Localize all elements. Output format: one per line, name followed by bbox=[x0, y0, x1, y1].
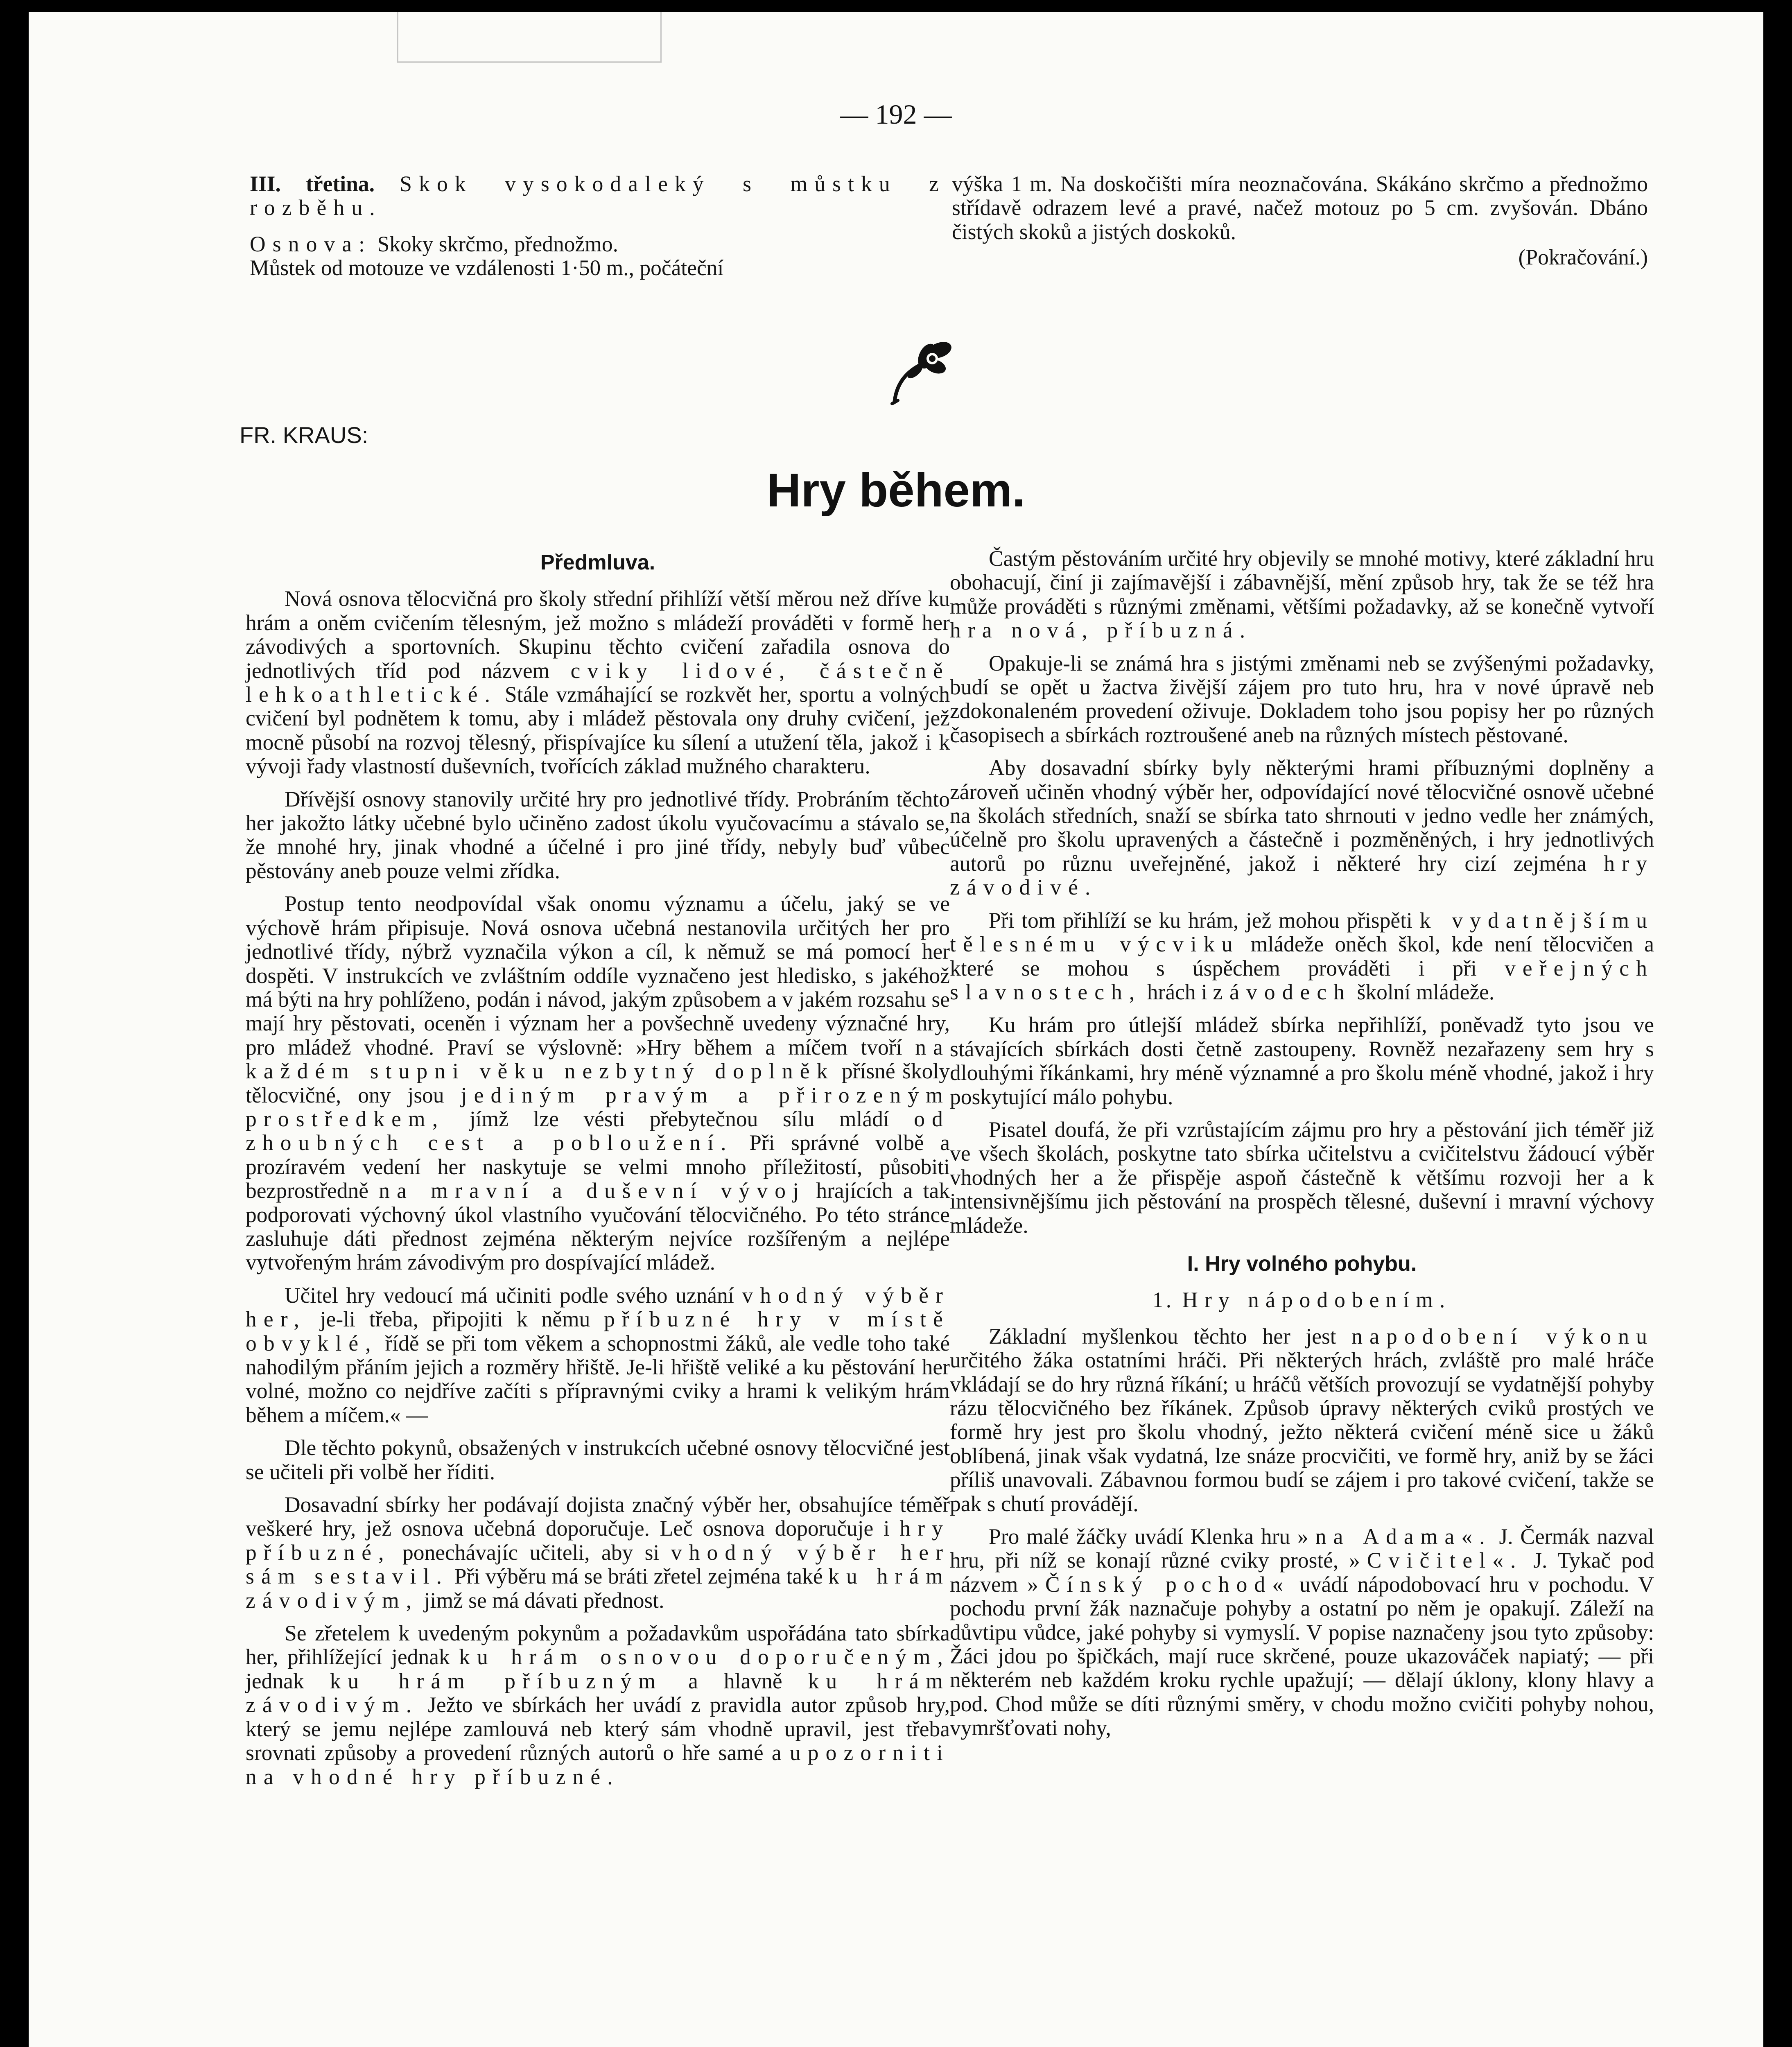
text-run: Postup tento neodpovídal však onomu významu a účelu, jaký se ve výchově hrám připisuje. Nová osnova učebná nestanovila určitých her pro jednotlivé třídy, nýbrž vyznačila výkon a cíl, k němuž se má pomocí her dospěti. V instrukcích ve zvláštním oddíle vyznačeno jest hledisko, s jakéhož má býti na hry pohlíženo, podán i návod, jakým způsobem a v jakém rozsahu se mají hry pěstovati, oceněn i význam her a povšechně uvedeny význačné hry, pro mládež vhodné. Praví se výslovně: »Hry během a míčem tvoří bbox=[246, 891, 950, 1060]
text-run: jednak bbox=[246, 1668, 330, 1693]
text-run: školní mládeže. bbox=[1351, 979, 1495, 1004]
spaced-text: na mravní a duševní vývoj bbox=[379, 1178, 806, 1203]
paragraph: Ku hrám pro útlejší mládež sbírka nepřihlíží, poněvadž tyto jsou ve stávajících sbírkách dosti četně zastoupeny. Rovněž nezařazeny sem hry s dlouhými říkánkami, hry méně významné a pro školu méně vhodné, jakož i hry poskytující málo pohybu. bbox=[950, 1012, 1654, 1109]
text-run: přísné školy tělocvičné, ony jsou bbox=[246, 1059, 950, 1107]
author-name: FR. KRAUS: bbox=[240, 422, 368, 448]
spaced-text: na každém stupni věku nezbytný doplněk bbox=[246, 1035, 950, 1084]
paragraph bbox=[950, 756, 1654, 899]
spaced-text: napodobení výkonu bbox=[1351, 1324, 1654, 1349]
paragraph: Dle těchto pokynů, obsažených v instrukcích učebné osnovy tělocvičné jest se učiteli při volbě her říditi. bbox=[246, 1435, 950, 1484]
mustek-line: Můstek od motouze ve vzdálenosti 1·50 m., počáteční bbox=[250, 255, 724, 280]
text-run: Aby dosavadní sbírky byly některými hrami příbuznými doplněny a zároveň učiněn vhodný výběr her, odpovídající nové tělocvičné osnově učebné na školách středních, snaží se sbírka tato shrnouti v jedno vedle her známých, účelně pro školu upravených a částečně i pozměněných, i hry jednotlivých autorů po různu uveřejněné, jakož i některé hry cizí zejména bbox=[950, 755, 1654, 876]
paragraph: Opakuje-li se známá hra s jistými změnami neb se zvýšenými požadavky, budí se opět u žactva živější zájem pro tuto hru, hra v nové úpravě neb zdokonaleném provedení oživuje. Dokladem toho jsou popisy her po různých časopisech a sbírkách roztroušené aneb na různých místech pěstované. bbox=[950, 651, 1654, 747]
text-run: Dosavadní sbírky her podávají dojista značný výběr her, obsahujíce téměř veškeré hry, jež osnova učebná doporučuje. Leč osnova doporučuje i bbox=[246, 1492, 950, 1541]
spaced-text: hry závodivé. bbox=[950, 851, 1654, 900]
article-title: Hry během. bbox=[766, 463, 1026, 517]
text-run: J. Čermák nazval hru, při níž se konají různé cviky prosté, bbox=[950, 1524, 1654, 1573]
paragraph bbox=[246, 1493, 950, 1612]
text-run: Při výběru má se bráti zřetel zejména také bbox=[449, 1564, 829, 1589]
spaced-text: vhodný výběr her sám sestavil. bbox=[246, 1540, 950, 1589]
subsection-number: 1. bbox=[1152, 1288, 1174, 1313]
text-run: Stále vzmáhající se rozkvět her, sportu a volných cvičení byl podnětem k tomu, aby i mládež pěstovala ony druhy cvičení, jež mocně působí na rozvoj tělesný, přispívajíce ku sílení a utužení těla, jakož i k vývoji řady vlastností duševních, tvořících základ mužného charakteru. bbox=[246, 682, 950, 779]
text-run: Při správné volbě a prozíravém vedení her naskytuje se velmi mnoho příležitostí, působiti bezprostředně bbox=[246, 1130, 950, 1203]
scan-artifact bbox=[397, 12, 662, 63]
exercise-title: Skok vysokodaleký s můstku z rozběhu. bbox=[250, 172, 946, 220]
preface-heading: Předmluva. bbox=[540, 551, 655, 574]
text-run: je-li třeba, připojiti k němu bbox=[306, 1307, 604, 1332]
text-run: mládeže oněch škol, kde není tělocvičen a které se mohou s úspěchem prováděti i při bbox=[950, 932, 1654, 981]
spaced-text: »Cvičitel«. bbox=[1349, 1548, 1523, 1573]
osnova-text: Skoky skrčmo, přednožmo. bbox=[377, 231, 618, 256]
subsection-heading bbox=[950, 1288, 1654, 1312]
spaced-text: příbuzné hry v místě obvyklé, bbox=[246, 1307, 950, 1356]
spaced-text: cviky lidové, částečně lehkoathletické. bbox=[246, 658, 950, 707]
spaced-text: ku hrám závodivým, bbox=[246, 1564, 950, 1613]
text-run: Při tom přihlíží se ku hrám, jež mohou přispěti bbox=[989, 908, 1420, 933]
spaced-text: hra nová, příbuzná. bbox=[950, 618, 1252, 643]
section-heading: I. Hry volného pohybu. bbox=[1187, 1252, 1417, 1276]
text-run: řídě se při tom věkem a schopnostmi žáků, ale vedle toho také nahodilým přáním jejich a rozměry hřiště. Je-li hřiště veliké a ku pěstování her volné, možno co nejdříve začíti s přípravnými cviky a hrami k velikým hrám během a míčem.« — bbox=[246, 1331, 950, 1427]
paragraph bbox=[246, 587, 950, 778]
text-run: Ježto ve sbírkách her uvádí z pravidla autor způsob hry, který se jemu nejlépe zamlouvá neb který sám vhodně upravil, jest třeba srovnati způsoby a provedení různých autorů o hře samé a bbox=[246, 1692, 950, 1765]
right-column bbox=[950, 547, 1654, 1749]
text-run: jímž lze vésti přebytečnou sílu mládí bbox=[445, 1106, 914, 1131]
spaced-text: ku hrám osnovou doporučeným, bbox=[459, 1645, 950, 1670]
paragraph bbox=[950, 547, 1654, 642]
continued-text: výška 1 m. Na doskočišti míra neoznačována. Skákáno skrčmo a přednožmo střídavě odrazem levé a pravé, načež motouz po 5 cm. zvyšován. Dbáno čistých skoků a jistých doskoků. bbox=[952, 172, 1648, 244]
paragraph bbox=[950, 908, 1654, 1004]
spaced-text: upozorniti na vhodné hry příbuzné. bbox=[246, 1740, 950, 1789]
spaced-text: ku hrám závodivým. bbox=[246, 1668, 950, 1717]
left-column bbox=[246, 547, 950, 1798]
paragraph bbox=[246, 1283, 950, 1427]
spaced-text: »Čínský pochod« bbox=[1027, 1572, 1290, 1597]
spaced-text: závodech bbox=[1213, 979, 1352, 1004]
text-run: jimž se má dávati přednost. bbox=[418, 1588, 664, 1613]
subsection-title: Hry nápodobením. bbox=[1182, 1288, 1452, 1313]
continued-section-right bbox=[952, 172, 1648, 278]
spaced-text: hry příbuzné, bbox=[246, 1516, 950, 1565]
exercise-heading bbox=[250, 172, 946, 220]
paragraph: Pisatel doufá, že při vzrůstajícím zájmu pro hry a pěstování jich téměř již ve všech školách, poskytne tato sbírka učitelstvu a cvičitelstvu žádoucí výběr vhodných her a že přispěje aspoň částečně k většímu rozvoji her a k intensivnějšímu jich pěstování na prospěch tělesné, duševní i mravní výchovy mládeže. bbox=[950, 1117, 1654, 1238]
paragraph bbox=[246, 1621, 950, 1789]
text-run: a hlavně bbox=[662, 1668, 808, 1693]
osnova-label: Osnova: bbox=[250, 231, 372, 256]
text-run: Základní myšlenkou těchto her jest bbox=[989, 1324, 1352, 1349]
text-run: Pro malé žáčky uvádí Klenka hru bbox=[989, 1524, 1297, 1549]
text-run: Se zřetelem k uvedeným pokynům a požadavkům uspořádána tato sbírka her, přihlížející jednak bbox=[246, 1621, 950, 1670]
spaced-text: ku hrám příbuzným bbox=[330, 1668, 663, 1693]
page-number: — 192 — bbox=[840, 99, 952, 130]
text-run: hrajících a tak podporovati výchovný úkol vlastního vyučování tělocvičného. Po této stránce zasluhuje dáti přednost zejména některým nejvíce rozšířeným a nejlépe vytvořeným hrám závodivým pro dospívající mládež. bbox=[246, 1178, 950, 1275]
text-run: určitého žáka ostatními hráči. Při některých hrách, zvláště pro malé hráče vkládají se do hry různá říkání; u hráčů větších provozují se vydatnější pohyby rázu tělocvičného bez říkánek. Způsob úpravy některých cviků prostých ve formě hry jest pro školu vhodný, ježto některá cvičení méně sice u žáků oblíbená, jinak však vydatná, lze snáze procvičiti, ve formě hry, aniž by se žáci příliš unavovali. Zábavnou formou budí se zájem i pro takové cvičení, takže se pak s chutí provádějí. bbox=[950, 1348, 1654, 1516]
paragraph bbox=[950, 1324, 1654, 1516]
paragraph bbox=[950, 1525, 1654, 1740]
spaced-text: jediným pravým a přirozeným prostředkem, bbox=[246, 1082, 950, 1131]
text-run: ponechávajíc učiteli, aby si bbox=[391, 1540, 671, 1565]
spaced-text: od zhoubných cest a pobloužení. bbox=[246, 1106, 950, 1155]
spaced-text: veřejných slavnostech, bbox=[950, 956, 1654, 1004]
text-run: Nová osnova tělocvičná pro školy střední přihlíží větší měrou než dříve ku hrám a oněm cvičením tělesným, jež možno s mládeží prováděti v formě her závodivých a sportovních. Skupinu těchto cvičení zařadila osnova do jednotlivých tříd pod názvem bbox=[246, 586, 950, 683]
page-paper bbox=[29, 12, 1763, 2047]
text-run: Učitel hry vedoucí má učiniti podle svého uznání bbox=[285, 1283, 742, 1308]
spaced-text: »na Adama«. bbox=[1297, 1524, 1492, 1549]
text-run: hrách i bbox=[1141, 979, 1213, 1004]
paragraph bbox=[246, 892, 950, 1274]
exercise-grade: III. třetina. bbox=[250, 172, 375, 196]
paragraph: Dřívější osnovy stanovily určité hry pro jednotlivé třídy. Probráním těchto her jakožto látky učebné bylo učiněno zadost úkolu vyučovacímu a stávalo se, že mnohé hry, jinak vhodné a účelné i pro jiné třídy, nebyly buď vůbec pěstovány aneb pouze velmi zřídka. bbox=[246, 786, 950, 883]
spaced-text: k vydatnějšímu tělesnému výcviku bbox=[950, 908, 1654, 957]
text-run: J. Tykač pod názvem bbox=[950, 1548, 1654, 1597]
text-run: uvádí nápodobovací hru v pochodu. V pochodu první žák naznačuje pohyby a ostatní po něm je opakují. Záleží na důvtipu vůdce, jaké pohyby si vymyslí. V popise naznačeny jsou tyto způsoby: Žáci jdou po špičkách, mají ruce skrčené, pouze ukazováček napiatý; — při některém neb každém kroku rychle upažují; — dělají úklony, klony hlavy a pod. Chod může se díti různými směry, v chodu možno cvičiti pohyby nohou, vymršťovati nohy, bbox=[950, 1572, 1654, 1740]
continued-section-left bbox=[250, 172, 946, 289]
spaced-text: vhodný výběr her, bbox=[246, 1283, 950, 1332]
continued-sign-off: (Pokračování.) bbox=[1518, 245, 1648, 270]
text-run: Častým pěstováním určité hry objevily se mnohé motivy, které základní hru obohacují, činí ji zajímavější i zábavnější, mění způsob hry, tak že se též hra může prováděti s různými změnami, většími požadavky, až se konečně vytvoří bbox=[950, 546, 1654, 619]
flower-ornament-icon bbox=[886, 328, 960, 405]
osnova-line bbox=[250, 232, 946, 256]
